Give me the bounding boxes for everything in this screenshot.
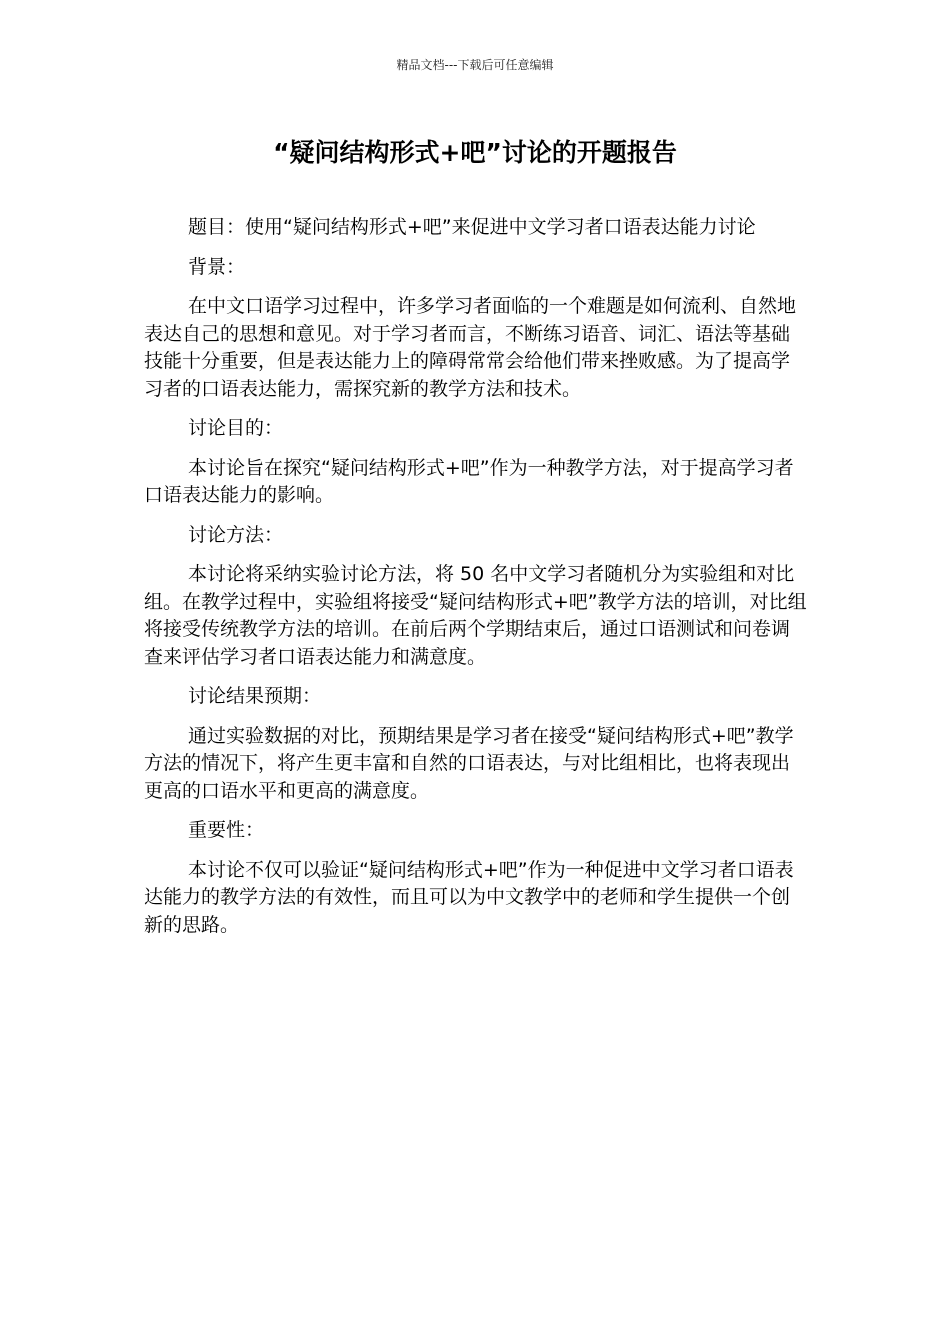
significance-paragraph: 本讨论不仅可以验证“疑问结构形式+吧”作为一种促进中文学习者口语表达能力的教学方法的有效性，而且可以为中文教学中的老师和学生提供一个创新的思路。 xyxy=(144,858,794,936)
header-note: 精品文档---下载后可任意编辑 xyxy=(396,58,554,72)
background-paragraph: 在中文口语学习过程中，许多学习者面临的一个难题是如何流利、自然地表达自己的思想和意见。对于学习者而言，不断练习语音、词汇、语法等基础技能十分重要，但是表达能力上的障碍常常会给他们带来挫败感。为了提高学习者的口语表达能力，需探究新的教学方法和技术。 xyxy=(144,295,797,400)
method-heading: 讨论方法： xyxy=(188,523,284,546)
document-body xyxy=(144,214,808,951)
method-paragraph: 本讨论将采纳实验讨论方法，将 50 名中文学习者随机分为实验组和对比组。在教学过程中，实验组将接受“疑问结构形式+吧”教学方法的培训，对比组将接受传统教学方法的培训。在前后两个学期结束后，通过口语测试和问卷调查来评估学习者口语表达能力和满意度。 xyxy=(144,563,807,668)
document-title: “疑问结构形式+吧”讨论的开题报告 xyxy=(273,138,677,167)
purpose-heading: 讨论目的： xyxy=(188,417,284,439)
background-heading: 背景： xyxy=(188,255,246,278)
expected-results-heading: 讨论结果预期： xyxy=(188,685,322,707)
significance-heading: 重要性： xyxy=(188,819,265,841)
topic-paragraph: 题目：使用“疑问结构形式+吧”来促进中文学习者口语表达能力讨论 xyxy=(188,216,756,238)
expected-results-paragraph: 通过实验数据的对比，预期结果是学习者在接受“疑问结构形式+吧”教学方法的情况下，将产生更丰富和自然的口语表达，与对比组相比，也将表现出更高的口语水平和更高的满意度。 xyxy=(144,724,794,802)
purpose-paragraph: 本讨论旨在探究“疑问结构形式+吧”作为一种教学方法，对于提高学习者口语表达能力的影响。 xyxy=(144,456,794,506)
